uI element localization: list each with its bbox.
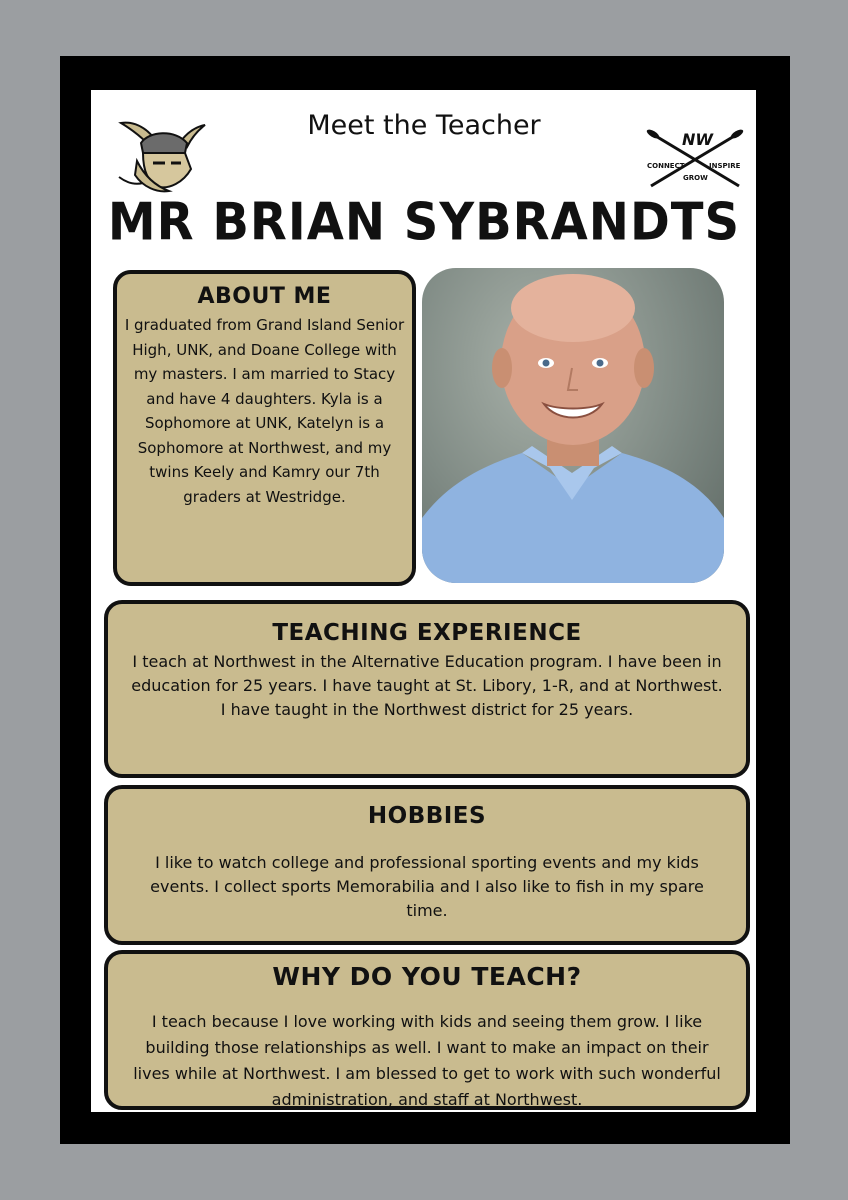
- teaching-experience-box: [104, 600, 750, 778]
- nw-letters: NW: [682, 130, 714, 149]
- nw-connect: CONNECT: [647, 162, 685, 170]
- teacher-portrait: [422, 268, 724, 583]
- portrait-illustration: [422, 268, 724, 583]
- nw-grow: GROW: [683, 174, 708, 182]
- about-text: I graduated from Grand Island Senior High, UNK, and Doane College with my masters. I am married to Stacy and have 4 daughters. Kyla is a Sophomore at UNK, Katelyn is a Sophomore at Northwest, and my twins Keely and Kamry our 7th graders at Westridge.: [124, 316, 405, 506]
- hobbies-heading: HOBBIES: [367, 803, 487, 829]
- teaching-heading: TEACHING EXPERIENCE: [272, 620, 582, 646]
- about-me-box: [113, 270, 416, 586]
- hobbies-text: I like to watch college and professional sporting events and my kids events. I collect sports Memorabilia and I also like to fish in my spare time.: [150, 853, 704, 920]
- page-title: Meet the Teacher: [307, 110, 541, 141]
- why-text: I teach because I love working with kids and seeing them grow. I like building those relationships as well. I want to make an impact on their lives while at Northwest. I am blessed to get to work with such wonderful administration, and staff at Northwest.: [133, 1012, 721, 1109]
- why-heading: WHY DO YOU TEACH?: [272, 962, 582, 991]
- about-heading: ABOUT ME: [197, 284, 332, 309]
- teacher-name: MR BRIAN SYBRANDTS: [107, 191, 741, 253]
- teaching-text: I teach at Northwest in the Alternative Education program. I have been in education for 25 years. I have taught at St. Libory, 1-R, and at Northwest. I have taught in the Northwest district for 25 years.: [131, 652, 723, 719]
- nw-inspire: INSPIRE: [709, 162, 741, 170]
- hobbies-box: [104, 785, 750, 945]
- why-teach-box: [104, 950, 750, 1110]
